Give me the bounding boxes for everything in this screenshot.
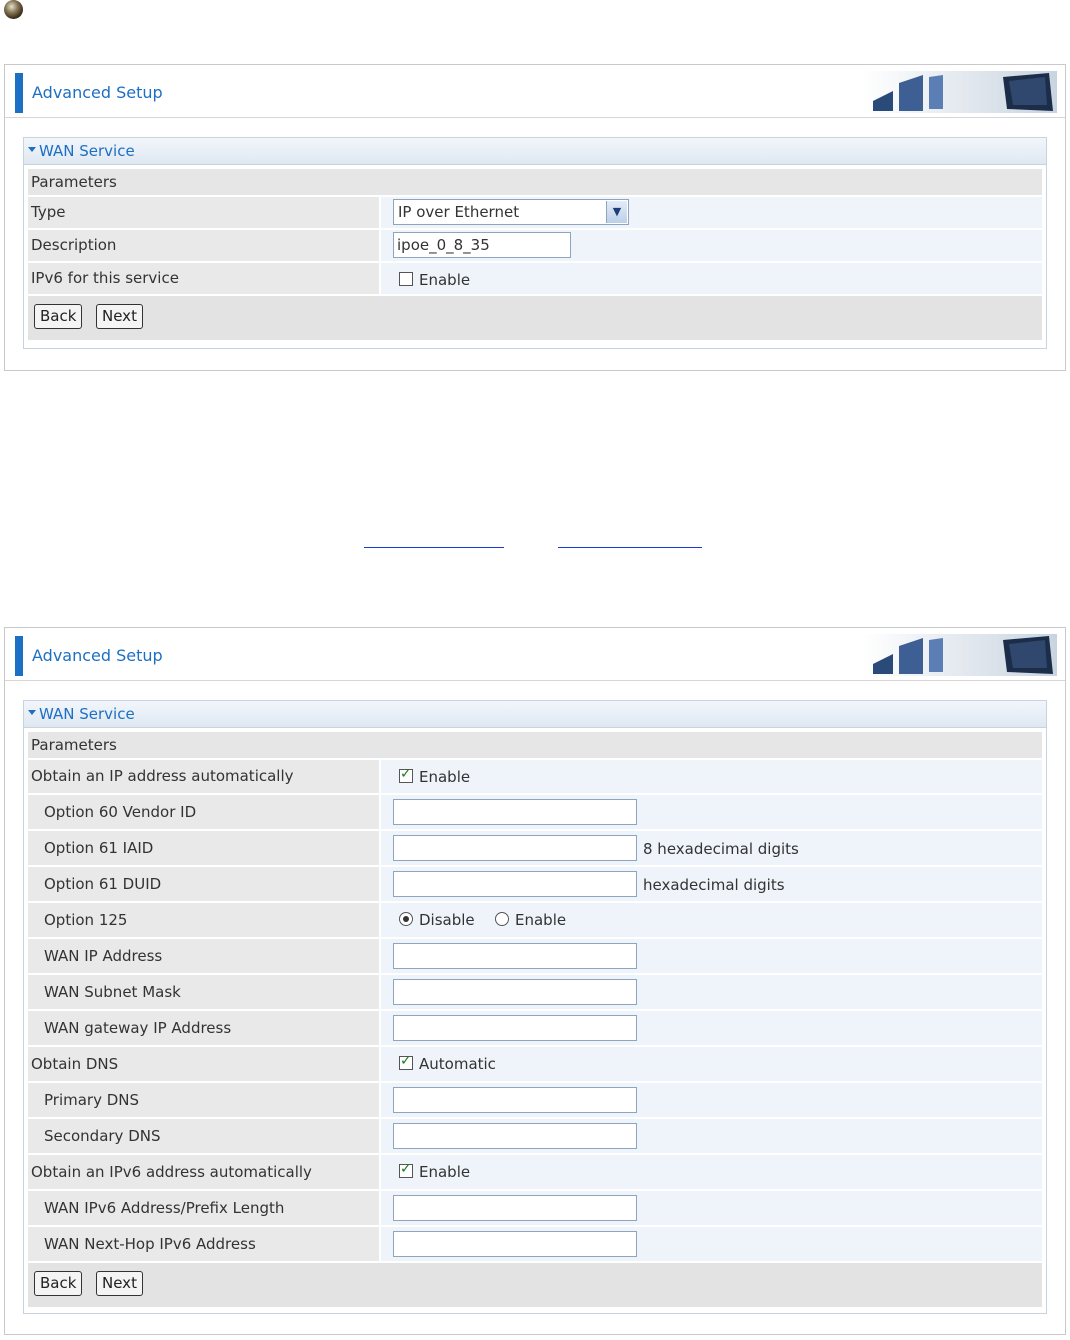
obtain-ipv6-row	[28, 1155, 1042, 1189]
obtain-ip-label: Obtain an IP address automatically	[28, 760, 379, 793]
section-header[interactable]	[24, 138, 1046, 165]
link-row	[0, 546, 1070, 552]
option125-disable-radio[interactable]	[399, 912, 413, 926]
primary-dns-input[interactable]	[393, 1087, 637, 1113]
type-label: Type	[28, 197, 379, 228]
parameters-header: Parameters	[28, 732, 1042, 758]
back-button[interactable]: Back	[34, 1271, 82, 1296]
wan-nexthop-row	[28, 1227, 1042, 1261]
wan-service-section	[23, 137, 1047, 349]
collapse-triangle-icon[interactable]	[28, 147, 36, 152]
network-banner-icon	[863, 71, 1057, 113]
wan-ip-cell	[381, 939, 1042, 973]
back-button[interactable]: Back	[34, 304, 82, 329]
option60-input[interactable]	[393, 799, 637, 825]
option125-cell	[381, 903, 1042, 937]
description-value-cell	[381, 230, 1042, 261]
wan-ip-label: WAN IP Address	[28, 939, 379, 973]
parameters-table	[24, 165, 1046, 344]
option61-duid-cell	[381, 867, 1042, 901]
type-select-value: IP over Ethernet	[398, 203, 520, 221]
wan-gateway-cell	[381, 1011, 1042, 1045]
option125-enable-radio[interactable]	[495, 912, 509, 926]
next-button[interactable]: Next	[96, 304, 143, 329]
obtain-ip-checkbox[interactable]	[399, 769, 413, 783]
option61-duid-hint: hexadecimal digits	[643, 876, 785, 894]
link-underline-1[interactable]	[364, 546, 504, 548]
wan-mask-label: WAN Subnet Mask	[28, 975, 379, 1009]
obtain-dns-label: Obtain DNS	[28, 1047, 379, 1081]
type-value-cell	[381, 197, 1042, 228]
option125-enable-label: Enable	[515, 911, 567, 929]
parameters-table	[24, 728, 1046, 1311]
option61-iaid-hint: 8 hexadecimal digits	[643, 840, 799, 858]
collapse-triangle-icon[interactable]	[28, 710, 36, 715]
wan-nexthop-cell	[381, 1227, 1042, 1261]
chevron-down-icon[interactable]: ▼	[606, 201, 627, 223]
description-row	[28, 230, 1042, 261]
header-accent-bar	[15, 636, 23, 676]
section-title: WAN Service	[39, 142, 135, 160]
wan-nexthop-label: WAN Next-Hop IPv6 Address	[28, 1227, 379, 1261]
wan-nexthop-input[interactable]	[393, 1231, 637, 1257]
wan-gateway-row	[28, 1011, 1042, 1045]
advanced-setup-panel-2	[4, 627, 1066, 1335]
ipv6-row	[28, 263, 1042, 294]
network-banner-icon	[863, 634, 1057, 676]
obtain-ip-row	[28, 760, 1042, 793]
ipv6-value-cell	[381, 263, 1042, 294]
ipv6-enable-label: Enable	[419, 271, 471, 289]
header-accent-bar	[15, 73, 23, 113]
obtain-dns-cell	[381, 1047, 1042, 1081]
section-title: WAN Service	[39, 705, 135, 723]
obtain-dns-checkbox[interactable]	[399, 1056, 413, 1070]
link-underline-2[interactable]	[558, 546, 702, 548]
option61-iaid-cell	[381, 831, 1042, 865]
ipv6-label: IPv6 for this service	[28, 263, 379, 294]
parameters-header: Parameters	[28, 169, 1042, 195]
option60-row	[28, 795, 1042, 829]
advanced-setup-panel-1	[4, 64, 1066, 371]
option61-duid-row	[28, 867, 1042, 901]
obtain-ipv6-checkbox[interactable]	[399, 1164, 413, 1178]
ipv6-enable-checkbox[interactable]	[399, 272, 413, 286]
secondary-dns-row	[28, 1119, 1042, 1153]
panel-title: Advanced Setup	[32, 646, 163, 665]
obtain-dns-row	[28, 1047, 1042, 1081]
secondary-dns-label: Secondary DNS	[28, 1119, 379, 1153]
obtain-ipv6-label: Obtain an IPv6 address automatically	[28, 1155, 379, 1189]
wan-mask-cell	[381, 975, 1042, 1009]
wan-ip-input[interactable]	[393, 943, 637, 969]
option61-duid-label: Option 61 DUID	[28, 867, 379, 901]
wan-ipv6-prefix-row	[28, 1191, 1042, 1225]
primary-dns-label: Primary DNS	[28, 1083, 379, 1117]
wan-ip-row	[28, 939, 1042, 973]
next-button[interactable]: Next	[96, 1271, 143, 1296]
description-input[interactable]: ipoe_0_8_35	[393, 232, 571, 258]
obtain-ip-checkbox-label: Enable	[419, 768, 471, 786]
secondary-dns-input[interactable]	[393, 1123, 637, 1149]
wan-ipv6-prefix-cell	[381, 1191, 1042, 1225]
option125-label: Option 125	[28, 903, 379, 937]
obtain-ipv6-checkbox-label: Enable	[419, 1163, 471, 1181]
panel-header	[5, 628, 1065, 681]
option125-row	[28, 903, 1042, 937]
wan-gateway-label: WAN gateway IP Address	[28, 1011, 379, 1045]
primary-dns-cell	[381, 1083, 1042, 1117]
wan-ipv6-prefix-label: WAN IPv6 Address/Prefix Length	[28, 1191, 379, 1225]
option61-iaid-row	[28, 831, 1042, 865]
section-header[interactable]	[24, 701, 1046, 728]
wan-service-section	[23, 700, 1047, 1314]
option61-iaid-input[interactable]	[393, 835, 637, 861]
wan-mask-input[interactable]	[393, 979, 637, 1005]
option61-iaid-label: Option 61 IAID	[28, 831, 379, 865]
button-row	[28, 296, 1042, 340]
wan-gateway-input[interactable]	[393, 1015, 637, 1041]
option60-label: Option 60 Vendor ID	[28, 795, 379, 829]
panel-header	[5, 65, 1065, 118]
type-select[interactable]	[393, 199, 629, 225]
primary-dns-row	[28, 1083, 1042, 1117]
obtain-dns-checkbox-label: Automatic	[419, 1055, 496, 1073]
obtain-ipv6-cell	[381, 1155, 1042, 1189]
panel-title: Advanced Setup	[32, 83, 163, 102]
type-row	[28, 197, 1042, 228]
wan-ipv6-prefix-input[interactable]	[393, 1195, 637, 1221]
description-label: Description	[28, 230, 379, 261]
bullet-icon	[4, 0, 23, 19]
option60-cell	[381, 795, 1042, 829]
wan-mask-row	[28, 975, 1042, 1009]
button-row	[28, 1263, 1042, 1307]
option61-duid-input[interactable]	[393, 871, 637, 897]
obtain-ip-cell	[381, 760, 1042, 793]
option125-disable-label: Disable	[419, 911, 475, 929]
secondary-dns-cell	[381, 1119, 1042, 1153]
